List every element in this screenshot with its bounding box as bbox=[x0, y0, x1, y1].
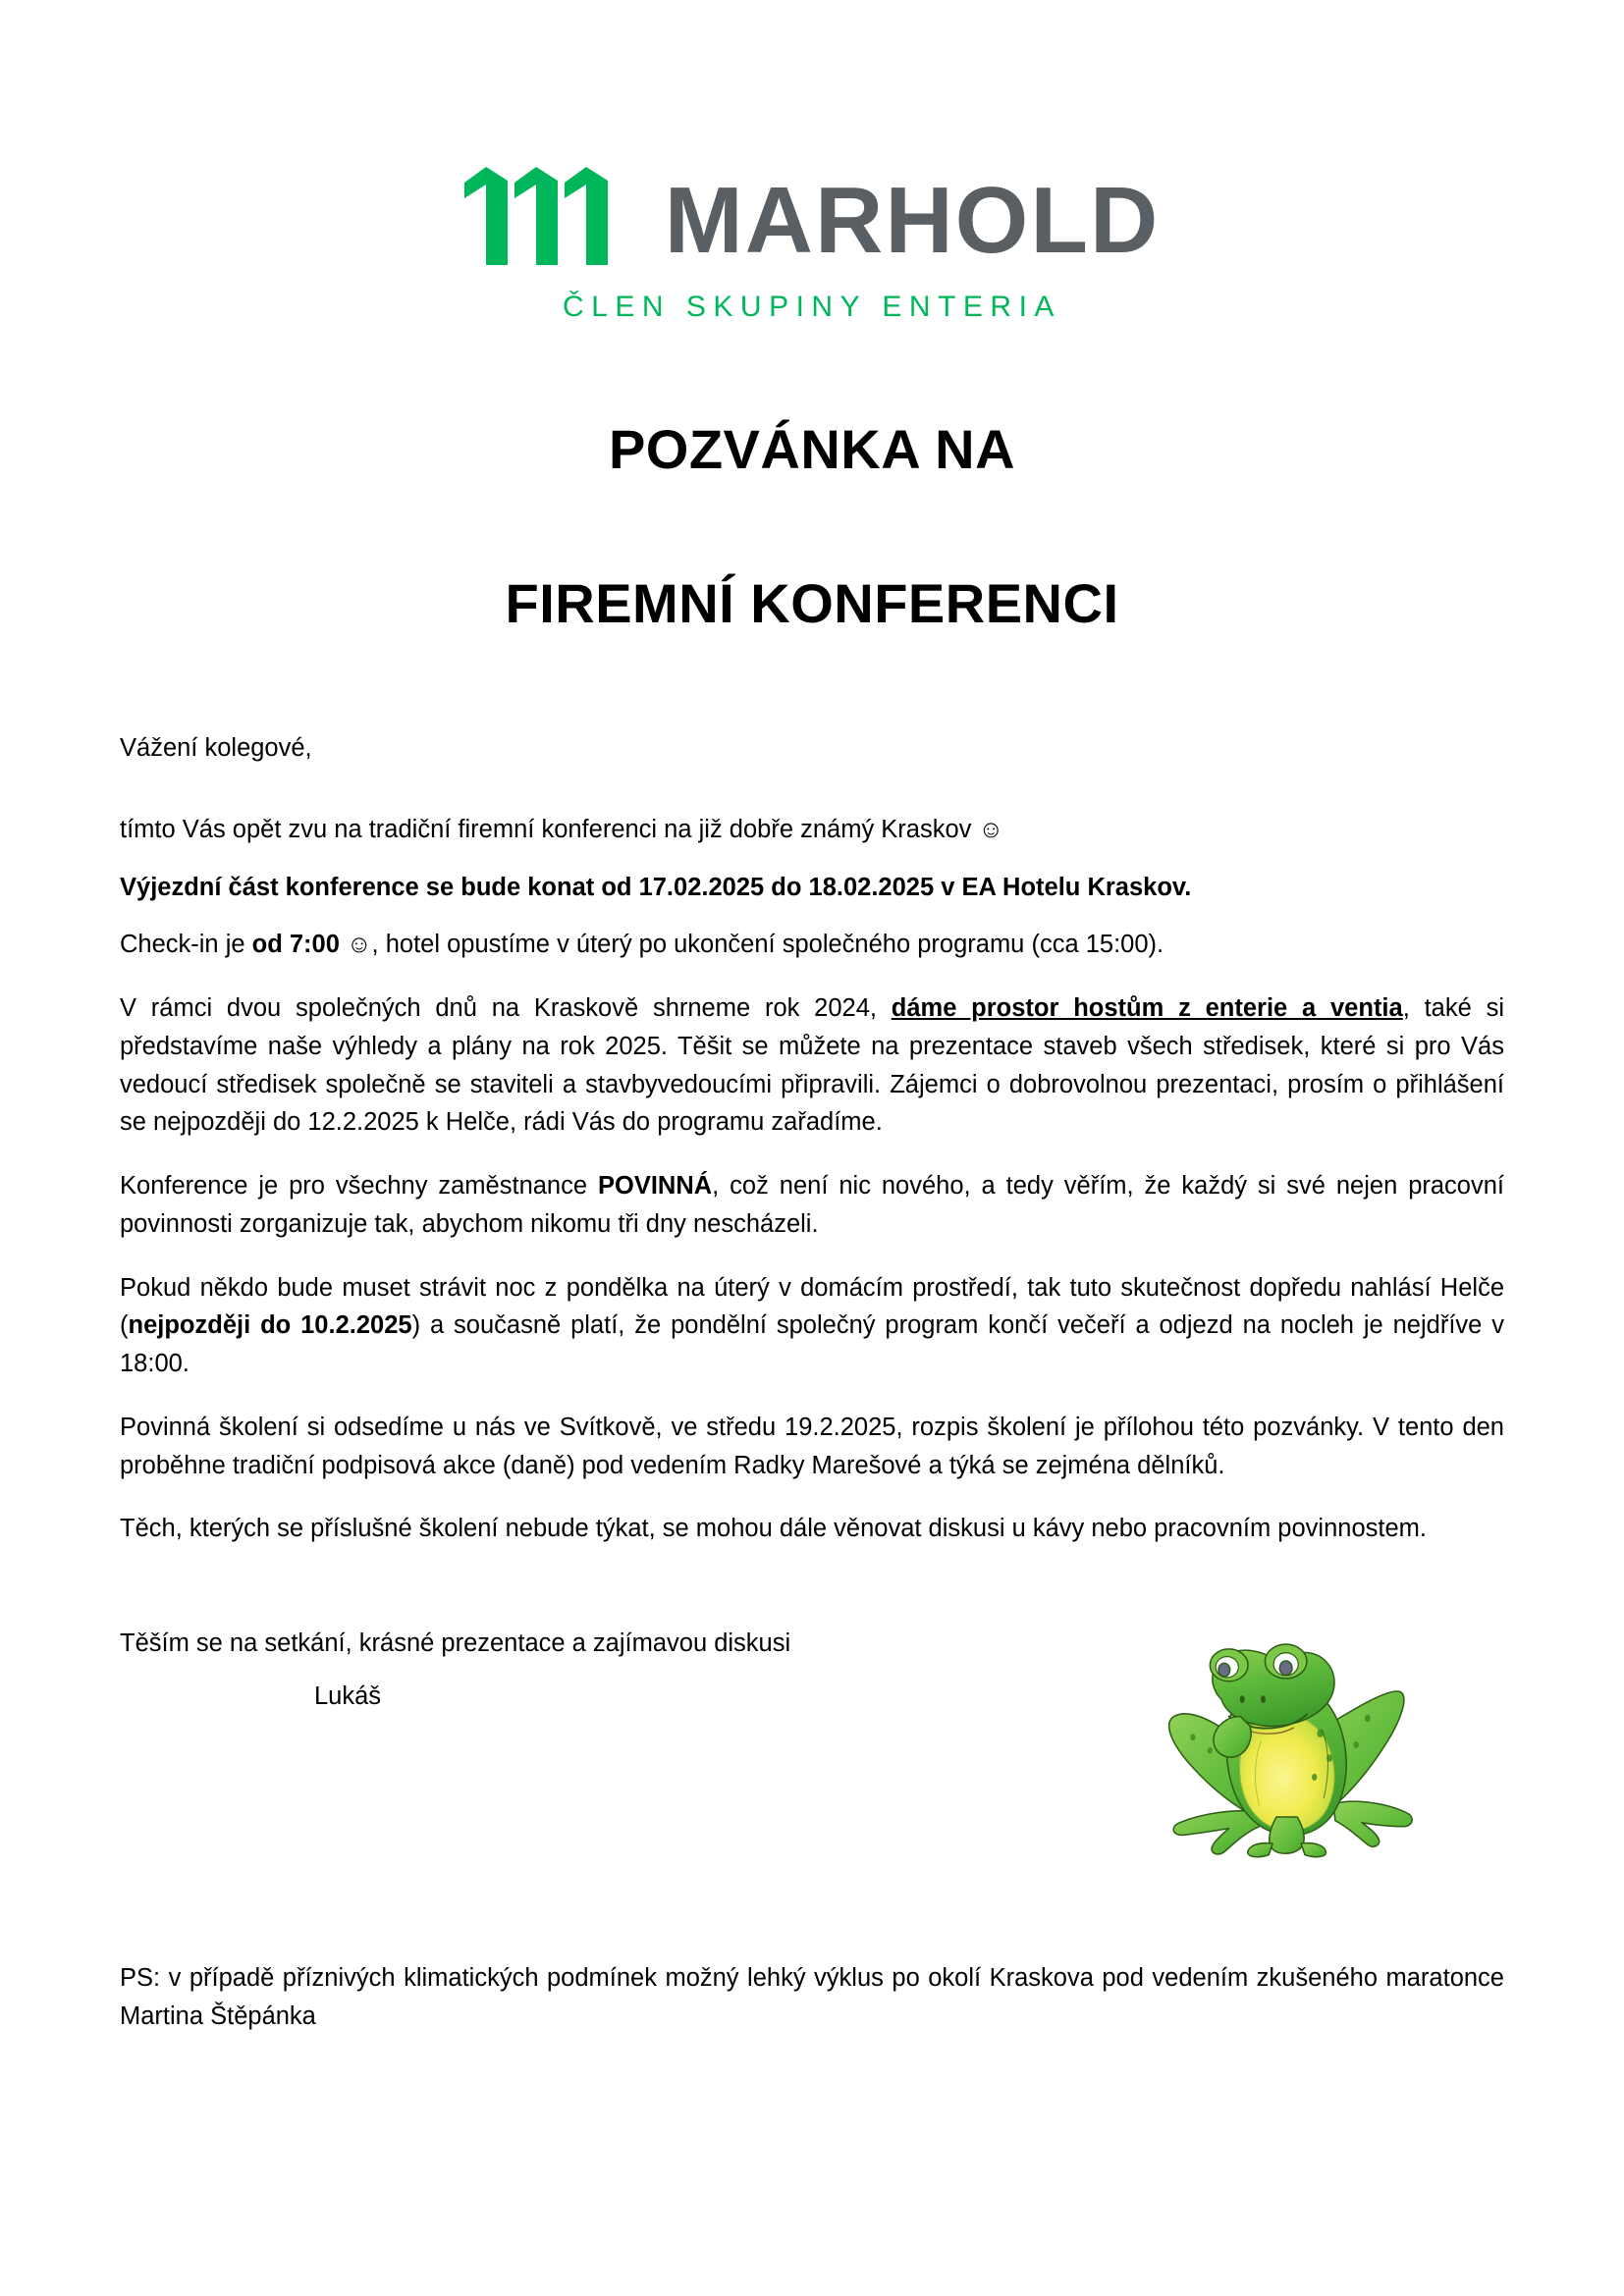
main-program-prefix: V rámci dvou společných dnů na Kraskově shrneme rok 2024, bbox=[120, 994, 892, 1022]
mandatory-paragraph bbox=[120, 1167, 1504, 1244]
checkin-suffix: , hotel opustíme v úterý po ukončení společného programu (cca 15:00). bbox=[371, 931, 1164, 959]
postscript-block bbox=[120, 1959, 1504, 2036]
event-date-bold-text: Výjezdní část konference se bude konat od 17.02.2025 do 18.02.2025 v EA Hotelu Kraskov. bbox=[120, 873, 1192, 901]
main-program-paragraph bbox=[120, 989, 1504, 1142]
checkin-prefix: Check-in je bbox=[120, 931, 252, 959]
overnight-prefix: Pokud někdo bude muset strávit noc z pondělka na úterý v domácím prostředí, tak tuto skutečnost dopředu nahlásí Helče ( bbox=[120, 1273, 1504, 1340]
event-date-paragraph bbox=[120, 869, 1504, 907]
overnight-paragraph bbox=[120, 1269, 1504, 1383]
coffee-discussion-paragraph: Těch, kterých se příslušné školení nebude týkat, se mohou dále věnovat diskusi u kávy nebo pracovním povinnostem. bbox=[120, 1515, 1427, 1543]
mandatory-keyword: POVINNÁ bbox=[597, 1172, 713, 1200]
training-paragraph: Povinná školení si odsedíme u nás ve Svítkově, ve středu 19.2.2025, rozpis školení je přílohou této pozvánky. V tento den proběhne tradiční podpisová akce (daně) pod vedením Radky Marešové a týká se zejména dělníků. bbox=[120, 1413, 1504, 1479]
overnight-suffix: ) a současně platí, že pondělní společný program končí večeří a odjezd na nocleh je nejdříve v 18:00. bbox=[120, 1311, 1504, 1377]
closing-line: Těším se na setkání, krásné prezentace a zajímavou diskusi bbox=[120, 1629, 791, 1657]
brand-tagline: ČLEN SKUPINY ENTERIA bbox=[563, 291, 1061, 323]
brand-name: MARHOLD bbox=[664, 167, 1161, 273]
marhold-bars-logo-icon bbox=[464, 159, 631, 265]
checkin-time: od 7:00 bbox=[251, 931, 348, 959]
smiley-face-icon: ☺ bbox=[347, 931, 372, 959]
overnight-deadline: nejpozději do 10.2.2025 bbox=[128, 1311, 412, 1340]
smiley-face-icon: ☺ bbox=[978, 815, 1004, 843]
frog-illustration-icon bbox=[1134, 1618, 1419, 1902]
company-logo-block bbox=[0, 0, 1624, 324]
mandatory-suffix: , což není nic nového, a tedy věřím, že každý si své nejen pracovní povinnosti zorganizuje tak, abychom nikomu tři dny nescházeli. bbox=[120, 1172, 1505, 1238]
checkin-paragraph bbox=[120, 926, 1504, 964]
logo-row bbox=[0, 147, 1624, 273]
mandatory-prefix: Konference je pro všechny zaměstnance bbox=[120, 1172, 598, 1200]
main-program-suffix: , také si představíme naše výhledy a plány na rok 2025. Těšit se můžete na prezentace staveb všech středisek, které si pro Vás vedoucí středisek společně se staviteli a stavbyvedoucími připravili. Zájemci o dobrovolnou prezentaci, prosím o přihlášení se nejpozději do 12.2.2025 k Helče, rádi Vás do programu zařadíme. bbox=[120, 994, 1504, 1137]
guests-highlight: dáme prostor hostům z enterie a ventia bbox=[891, 994, 1403, 1022]
signature-name: Lukáš bbox=[314, 1682, 382, 1710]
greeting-paragraph: Vážení kolegové, bbox=[120, 734, 312, 762]
intro-paragraph bbox=[120, 811, 1504, 849]
intro-text: tímto Vás opět zvu na tradiční firemní konferenci na již dobře známý Kraskov bbox=[120, 815, 979, 843]
page-title-line2: FIREMNÍ KONFERENCI bbox=[505, 572, 1119, 634]
postscript-text: PS: v případě příznivých klimatických podmínek možný lehký výklus po okolí Kraskova pod vedením zkušeného maratonce Martina Štěpánka bbox=[120, 1964, 1504, 2030]
letter-body bbox=[0, 729, 1624, 1711]
page-title-line1: POZVÁNKA NA bbox=[608, 418, 1016, 480]
